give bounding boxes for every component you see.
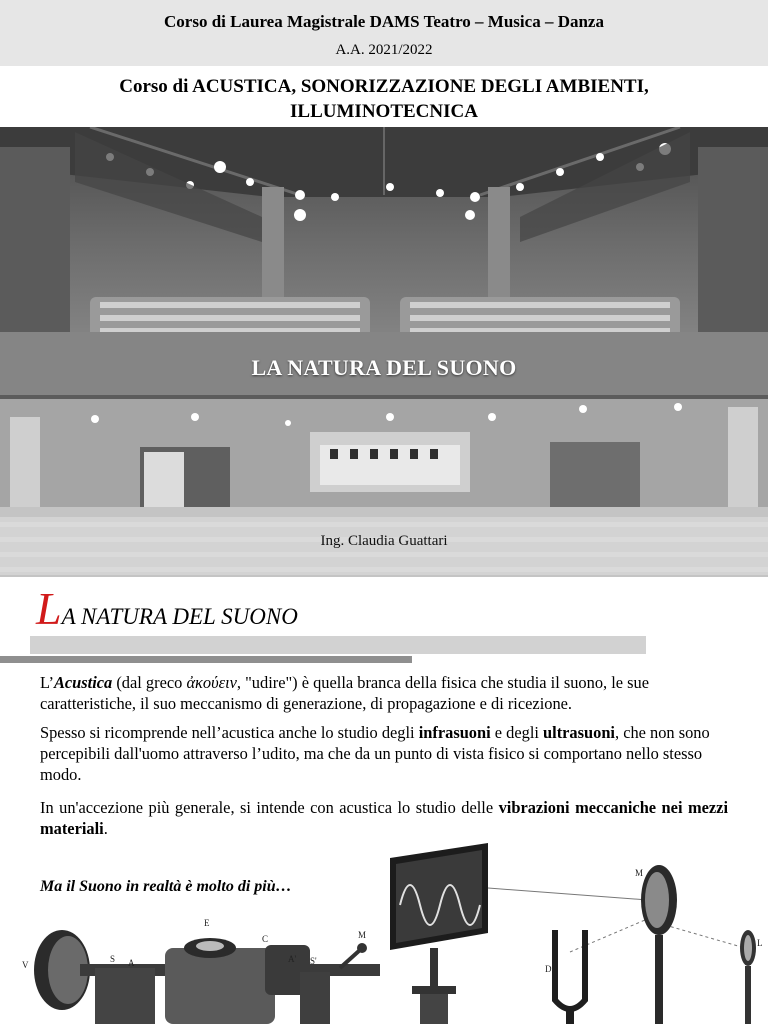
course-title-line1: Corso di ACUSTICA, SONORIZZAZIONE DEGLI AMBIENTI, (119, 76, 649, 97)
mirror-instrument (635, 865, 677, 1024)
text-run: , "udire") è quella branca della fisica che studia il suono, le sue caratteristiche, il suo meccanismo di generazione, di propagazione e di ricezione. (40, 673, 649, 713)
text-run: , che non sono percepibili dall'uomo attraverso l’udito, ma che da un punto di vista fisico si comportano nello stesso modo. (40, 723, 710, 784)
theatre-photo (0, 127, 768, 577)
heading-initial: L (36, 583, 62, 634)
paragraph-infrasound (40, 722, 728, 785)
paragraph-definition (40, 672, 728, 714)
heading-rest: A NATURA DEL SUONO (61, 604, 298, 629)
theatre-illustration (0, 127, 768, 577)
academic-year: A.A. 2021/2022 (335, 42, 433, 58)
term-infrasuoni: infrasuoni (418, 723, 491, 742)
greek-word: ἀκούειν (186, 673, 237, 692)
section-heading (36, 582, 298, 632)
header-band (0, 0, 768, 66)
text-run: . (103, 819, 108, 838)
tuning-fork (545, 930, 585, 1024)
figure-label-text: E (204, 918, 210, 928)
slide-title: LA NATURA DEL SUONO (251, 355, 517, 380)
text-run: Spesso si ricomprende nell’acustica anche lo studio degli (40, 723, 419, 742)
figure-label-text: M (358, 930, 367, 940)
text-run: (dal greco (112, 673, 187, 692)
heading-accent-bar (0, 656, 412, 663)
oscilloscope-screen (390, 843, 488, 1024)
term-vibrazioni: vibrazioni meccaniche nei mezzi materiali (40, 798, 728, 838)
closing-subtitle: Ma il Suono in realtà è molto di più… (40, 878, 292, 895)
course-title (0, 74, 768, 124)
course-title-line2: ILLUMINOTECNICA (290, 101, 478, 122)
figure-label-text: S (110, 954, 116, 964)
figure-label-text: D (545, 964, 552, 974)
phonautograph-apparatus (22, 918, 380, 1024)
figure-label-text: V (22, 960, 29, 970)
degree-title: Corso di Laurea Magistrale DAMS Teatro – Musica – Danza (164, 12, 604, 31)
paragraph-general (40, 797, 728, 839)
text-run: In un'accezione più generale, si intende con acustica lo studio delle (40, 798, 499, 817)
text-run: L’ (40, 673, 54, 692)
figure-label-text: A (128, 958, 135, 968)
term-acustica: Acustica (53, 673, 113, 692)
acoustics-engraving (0, 840, 768, 1024)
term-ultrasuoni: ultrasuoni (543, 723, 615, 742)
author-name: Ing. Claudia Guattari (320, 533, 448, 549)
figure-label-text: S' (310, 956, 317, 966)
text-run: e degli (490, 723, 544, 742)
figure-label-text: A' (288, 954, 297, 964)
figure-label-text: L (757, 938, 763, 948)
figure-label-text: C (262, 934, 269, 944)
figure-label-text: M (635, 868, 644, 878)
heading-underline-bar (30, 636, 646, 654)
lens-instrument (740, 930, 763, 1024)
